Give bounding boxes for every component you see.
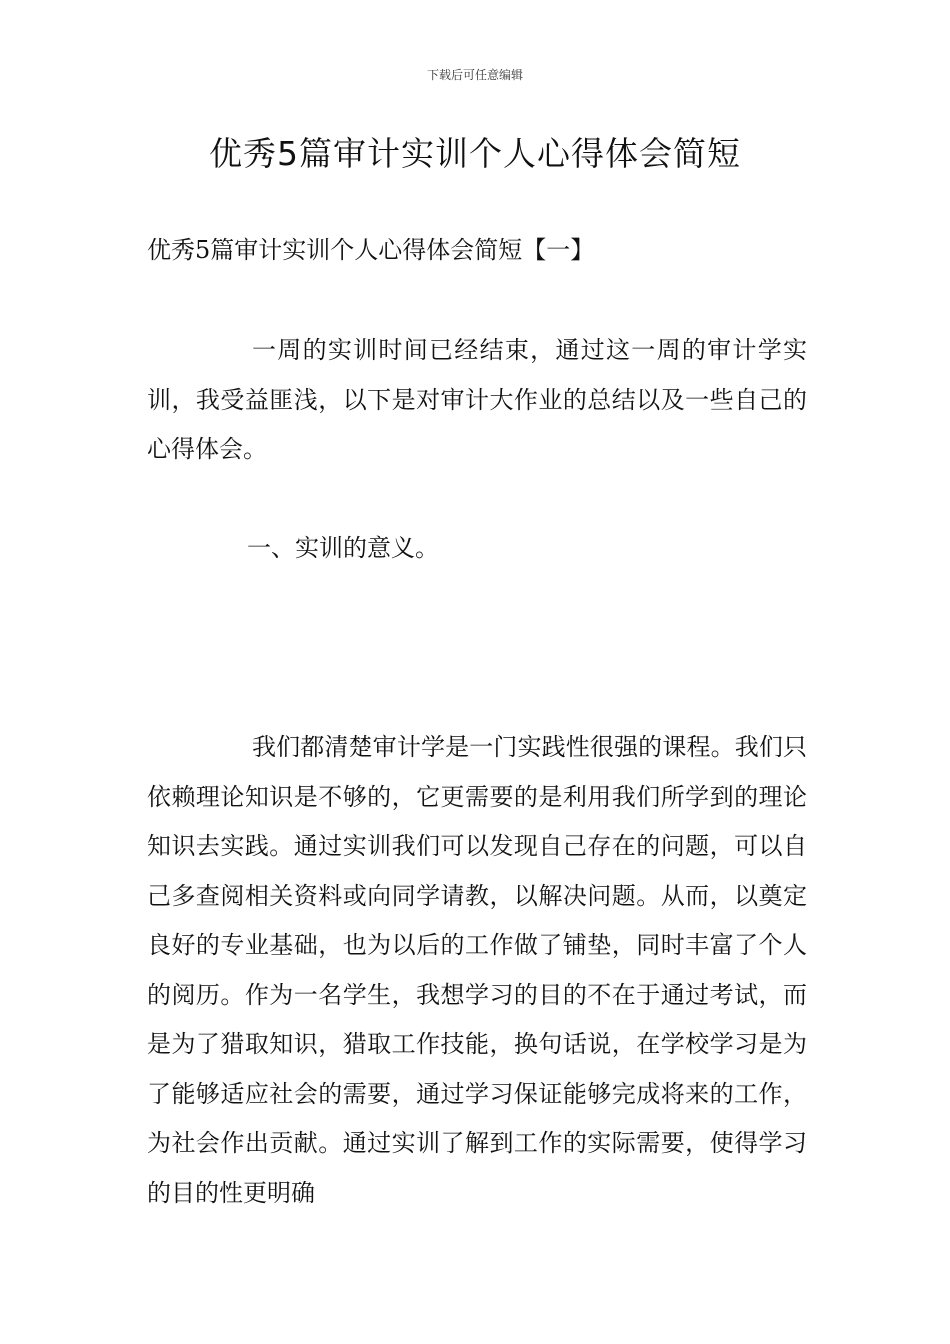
paragraph-body: 我们都清楚审计学是一门实践性很强的课程。我们只依赖理论知识是不够的，它更需要的是利用我们所学到的理论知识去实践。通过实训我们可以发现自己存在的问题，可以自己多查阅相关资料或向同学请教，以解决问题。从而，以奠定良好的专业基础，也为以后的工作做了铺垫，同时丰富了个人的阅历。作为一名学生，我想学习的目的不在于通过考试，而是为了猎取知识，猎取工作技能，换句话说，在学校学习是为了能够适应社会的需要，通过学习保证能够完成将来的工作，为社会作出贡献。通过实训了解到工作的实际需要，使得学习的目的性更明确 [147, 733, 807, 1207]
heading-training-meaning: 一、实训的意义。 [247, 534, 439, 562]
section-title: 优秀5篇审计实训个人心得体会简短【一】 [147, 236, 595, 264]
paragraph-intro: 一周的实训时间已经结束，通过这一周的审计学实训，我受益匪浅，以下是对审计大作业的总结以及一些自己的心得体会。 [147, 336, 807, 463]
document-title: 优秀5篇审计实训个人心得体会简短 [209, 134, 741, 173]
header-note: 下载后可任意编辑 [426, 68, 523, 82]
